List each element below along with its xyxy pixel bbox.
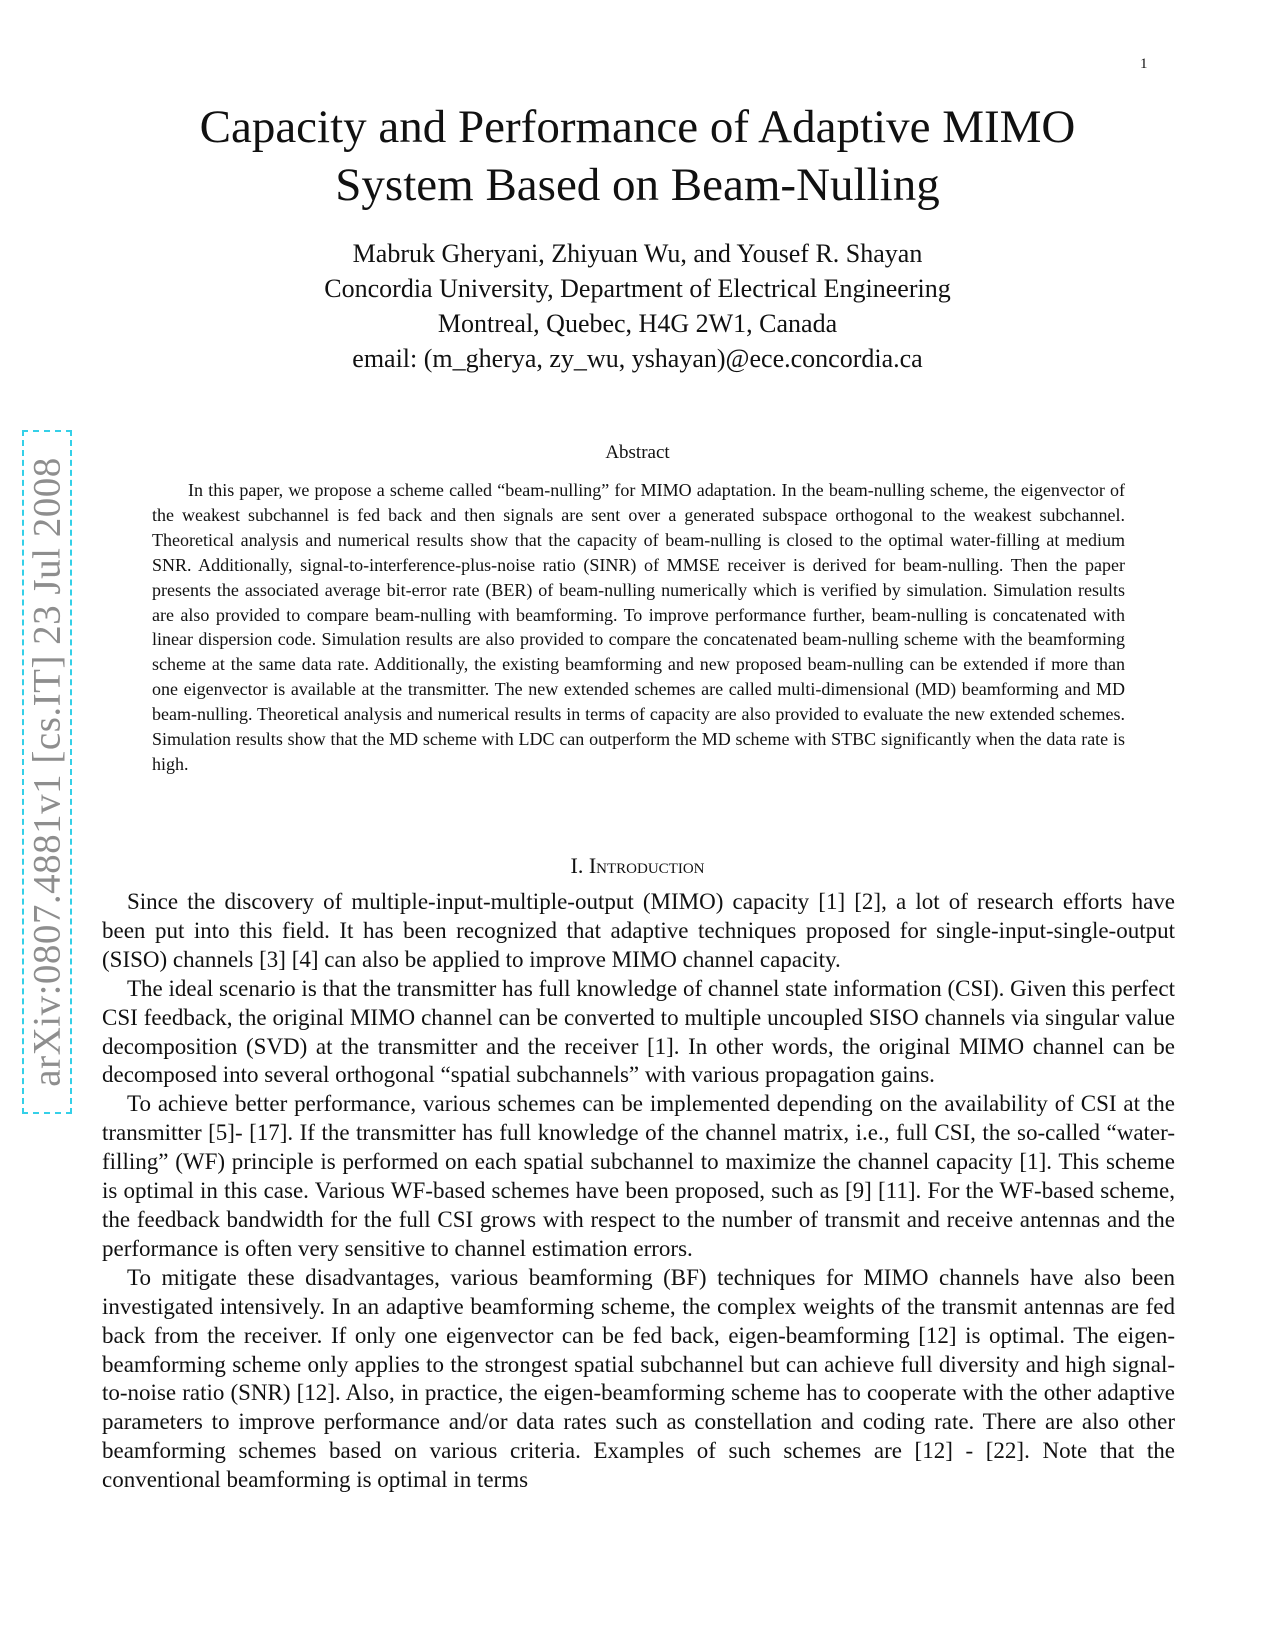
intro-paragraph-4: To mitigate these disadvantages, various beamforming (BF) techniques for MIMO channels have also been investigated intensively. In an adaptive beamforming scheme, the complex weights of the transmit antennas are fed back from the receiver. If only one eigenvector can be fed back, eigen-beamforming [12] is optimal. The eigen-beamforming scheme only applies to the strongest spatial subchannel but can achieve full diversity and high signal-to-noise ratio (SNR) [12]. Also, in practice, the eigen-beamforming scheme has to cooperate with the other adaptive parameters to improve performance and/or data rates such as constellation and coding rate. There are also other beamforming schemes based on various criteria. Examples of such schemes are [12] - [22]. Note that the conventional beamforming is optimal in terms [102,1264,1175,1493]
author-address: Montreal, Quebec, H4G 2W1, Canada [437,309,838,338]
section-number: I. [570,853,584,878]
section-title: Introduction [588,853,705,878]
author-block [0,236,1275,376]
abstract-body: In this paper, we propose a scheme called “beam-nulling” for MIMO adaptation. In the beam-nulling scheme, the eigenvector of the weakest subchannel is fed back and then signals are sent over a generated subspace orthogonal to the weakest subchannel. Theoretical analysis and numerical results show that the capacity of beam-nulling is closed to the optimal water-filling at medium SNR. Additionally, signal-to-interference-plus-noise ratio (SINR) of MMSE receiver is derived for beam-nulling. Then the paper presents the associated average bit-error rate (BER) of beam-nulling numerically which is verified by simulation. Simulation results are also provided to compare beam-nulling with beamforming. To improve performance further, beam-nulling is concatenated with linear dispersion code. Simulation results are also provided to compare the concatenated beam-nulling scheme with the beamforming scheme at the same data rate. Additionally, the existing beamforming and new proposed beam-nulling can be extended if more than one eigenvector is available at the transmitter. The new extended schemes are called multi-dimensional (MD) beamforming and MD beam-nulling. Theoretical analysis and numerical results in terms of capacity are also provided to evaluate the new extended schemes. Simulation results show that the MD scheme with LDC can outperform the MD scheme with STBC significantly when the data rate is high. [152,480,1125,774]
intro-paragraph-2: The ideal scenario is that the transmitter has full knowledge of channel state information (CSI). Given this perfect CSI feedback, the original MIMO channel can be converted to multiple uncoupled SISO channels via singular value decomposition (SVD) at the transmitter and the receiver [1]. In other words, the original MIMO channel can be decomposed into several orthogonal “spatial subchannels” with various propagation gains. [102,975,1175,1088]
arxiv-stamp-text: arXiv:0807.4881v1 [cs.IT] 23 Jul 2008 [25,457,69,1087]
intro-paragraph-1: Since the discovery of multiple-input-multiple-output (MIMO) capacity [1] [2], a lot of research efforts have been put into this field. It has been recognized that adaptive techniques proposed for single-input-single-output (SISO) channels [3] [4] can also be applied to improve MIMO channel capacity. [102,889,1175,972]
page-number: 1 [1140,56,1148,72]
author-names: Mabruk Gheryani, Zhiyuan Wu, and Yousef R. Shayan [352,239,923,268]
author-affiliation: Concordia University, Department of Electrical Engineering [324,274,951,303]
title-line-1: Capacity and Performance of Adaptive MIMO [199,101,1076,153]
title-line-2: System Based on Beam-Nulling [335,159,940,211]
author-email: email: (m_gherya, zy_wu, yshayan)@ece.concordia.ca [352,344,923,373]
paper-title [0,98,1275,214]
introduction-body [102,888,1175,1495]
section-heading-introduction [0,853,1275,879]
abstract-heading: Abstract [605,442,670,463]
arxiv-stamp[interactable] [22,430,72,1114]
intro-paragraph-3: To achieve better performance, various schemes can be implemented depending on the availability of CSI at the transmitter [5]- [17]. If the transmitter has full knowledge of the channel matrix, i.e., full CSI, the so-called “water-filling” (WF) principle is performed on each spatial subchannel to maximize the channel capacity [1]. This scheme is optimal in this case. Various WF-based schemes have been proposed, such as [9] [11]. For the WF-based scheme, the feedback bandwidth for the full CSI grows with respect to the number of transmit and receive antennas and the performance is often very sensitive to channel estimation errors. [102,1091,1175,1261]
